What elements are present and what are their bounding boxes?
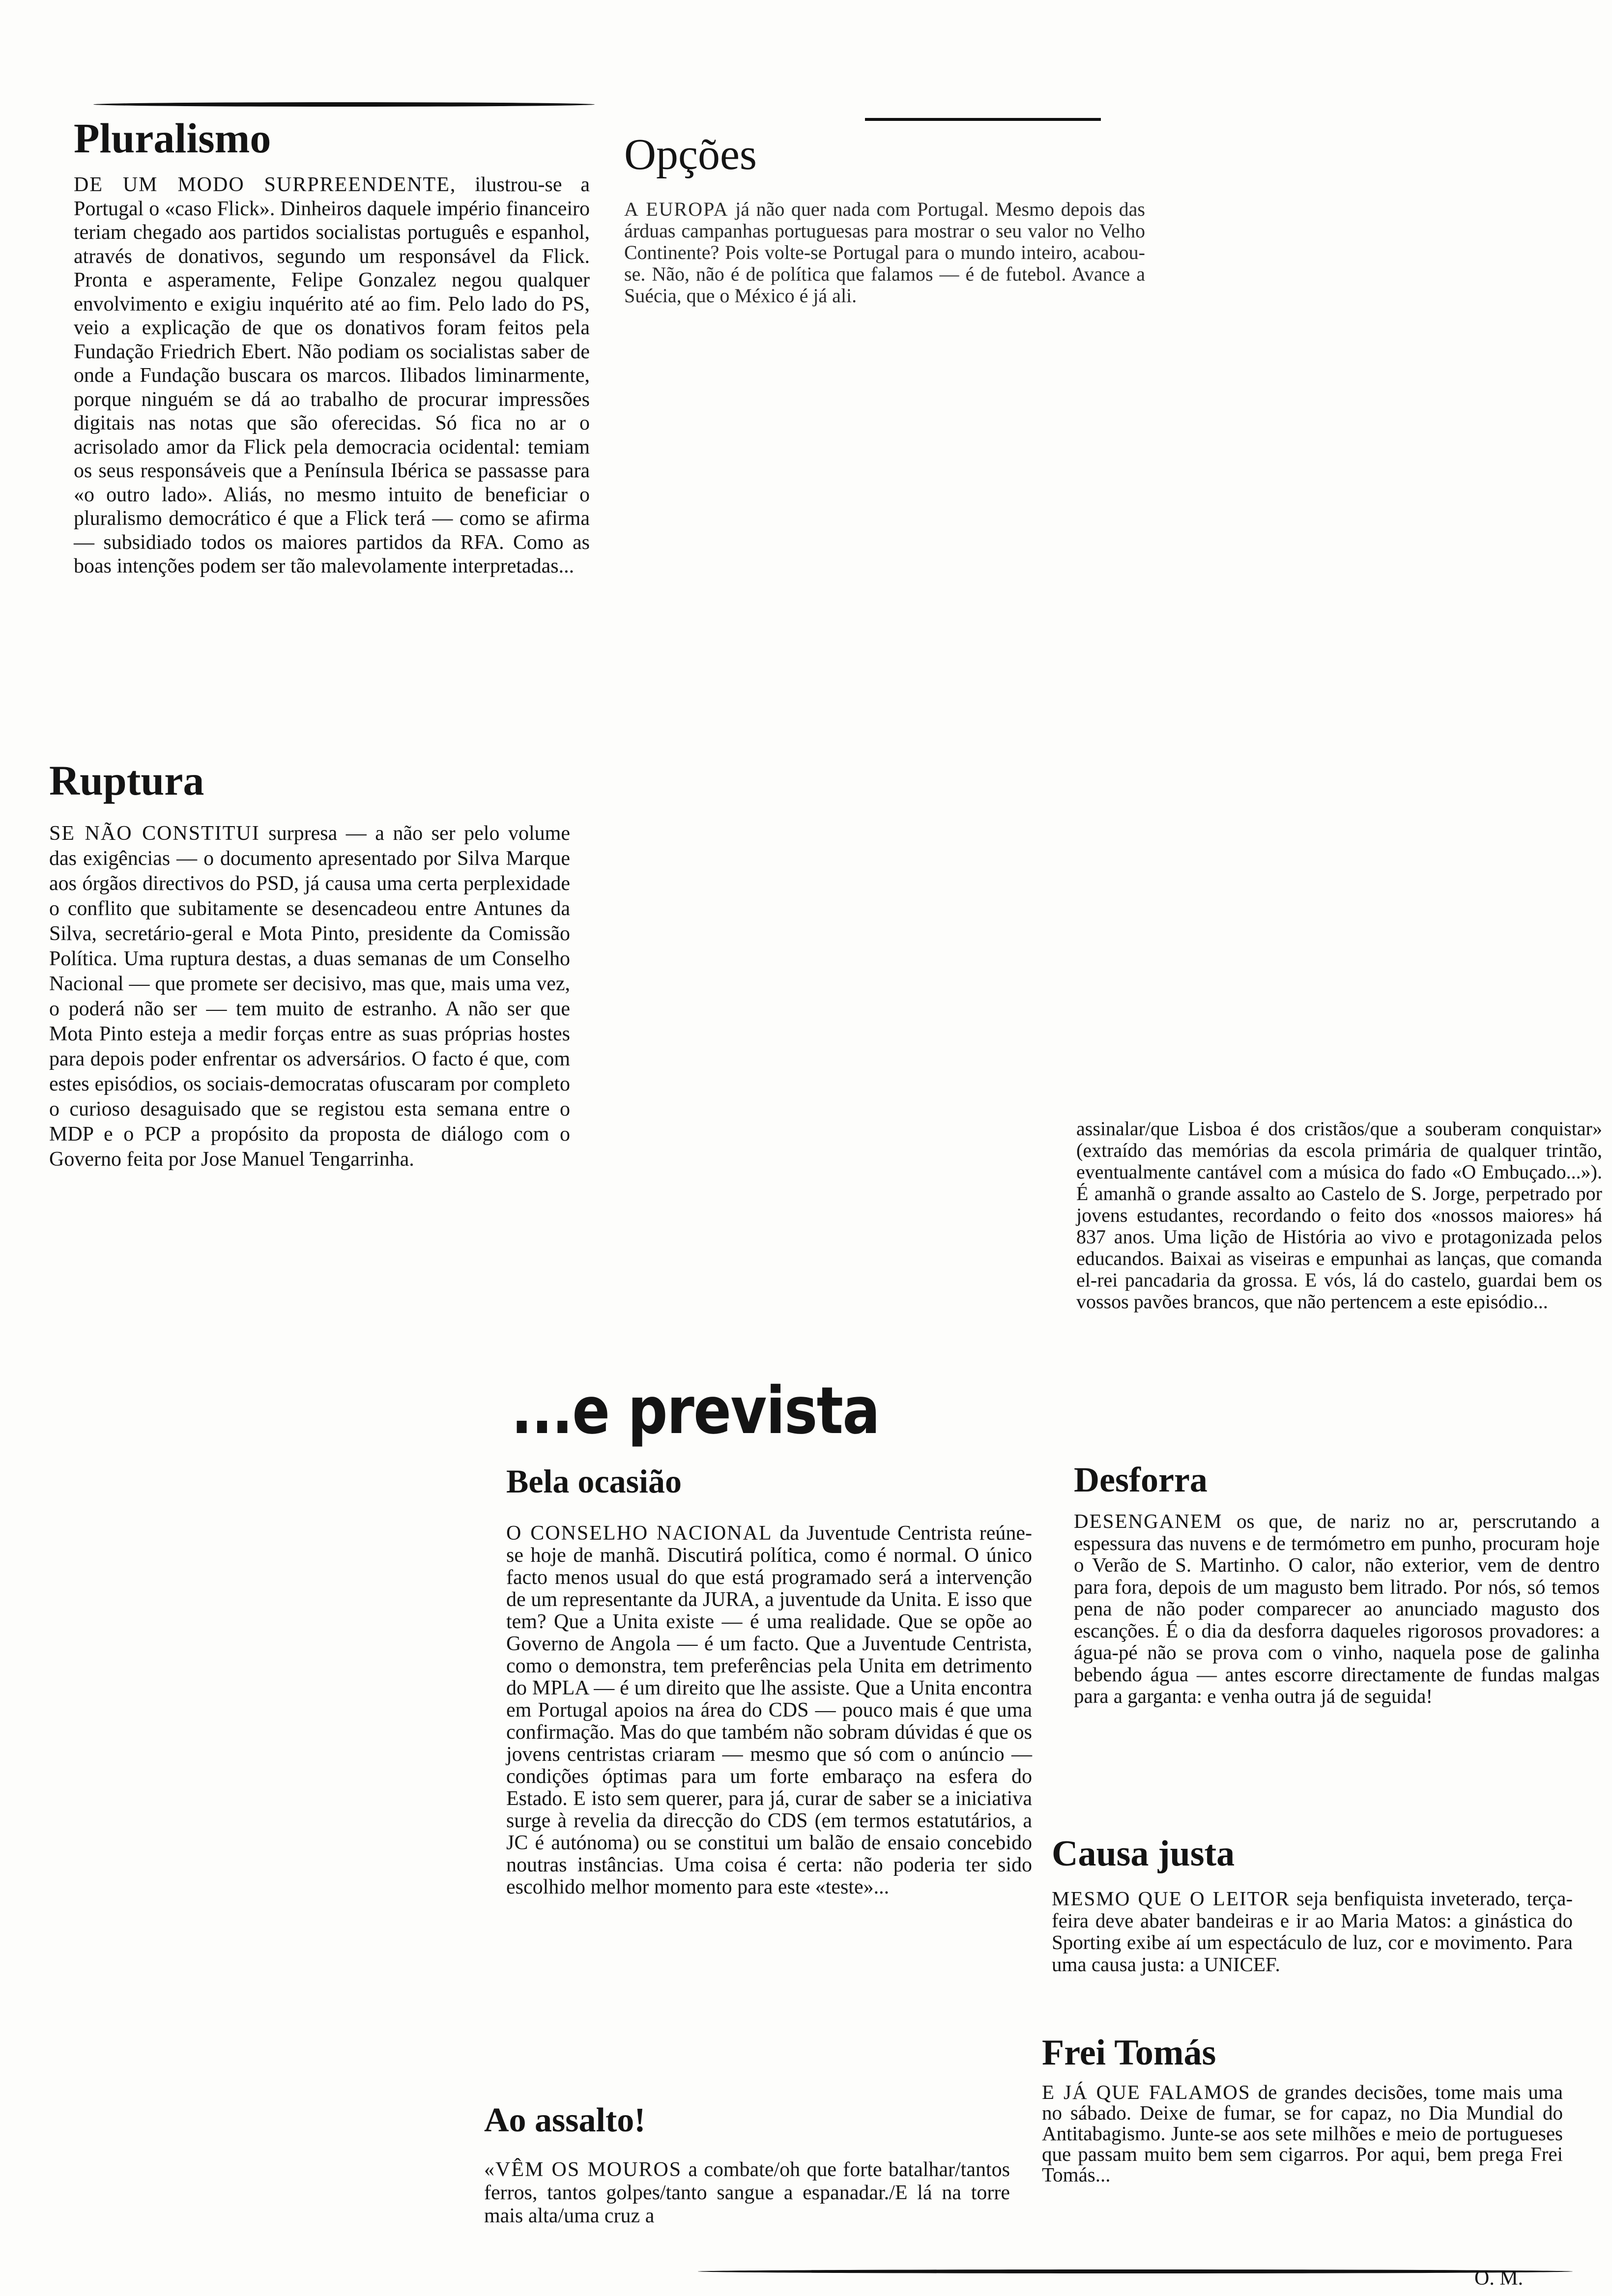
article-lead: MESMO QUE O LEITOR — [1052, 1887, 1290, 1910]
article-desforra — [1074, 1462, 1600, 1707]
article-body — [484, 2158, 1010, 2228]
article-bela-ocasiao — [506, 1464, 1032, 1898]
article-title: Opções — [624, 130, 757, 179]
article-ruptura — [49, 759, 570, 1172]
article-text: surpresa — a não ser pelo volume das exigências — o documento apresentado por Silva Marque aos órgãos directivos do PSD, já causa uma certa perplexidade o conflito que subitamente se desencadeou entre Antunes da Silva, secretário-geral e Mota Pinto, presidente da Comissão Política. Uma ruptura destas, a duas semanas de um Conselho Nacional — que promete ser decisivo, mas que, mais uma vez, o poderá não ser — tem muito de estranho. A não ser que Mota Pinto esteja a medir forças entre as suas próprias hostes para depois poder enfrentar os adversários. O facto é que, com estes episódios, os sociais-democratas ofuscaram por completo o curioso desaguisado que se registou esta semana entre o MDP e o PCP a propósito da proposta de diálogo com o Governo feita por Jose Manuel Tengarrinha. — [49, 822, 570, 1171]
article-title: Desforra — [1074, 1460, 1208, 1499]
article-title: Causa justa — [1052, 1834, 1235, 1874]
article-opcoes — [624, 130, 1145, 307]
article-text: a combate/oh que forte batalhar/tantos ferros, tantos golpes/tanto sangue a espanadar./E lá na torre mais alta/uma cruz a — [484, 2158, 1010, 2227]
article-text: os que, de nariz no ar, perscrutando a espessura das nuvens e de termómetro em punho, procuram hoje o Verão de S. Martinho. O calor, não exterior, vem de dentro para fora, depois de um magusto bem litrado. Por nós, só temos pena de não poder comparecer ao anunciado magusto dos escanções. É o dia da desforra daqueles rigorosos provadores: a água-pé não se prova com o vinho, naquela pose de galinha bebendo água — antes escorre directamente de fundas malgas para a garganta: e venha outra já de seguida! — [1074, 1510, 1600, 1707]
article-lead: DE UM MODO SURPREENDENTE, — [74, 173, 457, 196]
article-body — [1074, 1510, 1600, 1707]
article-body — [74, 173, 590, 578]
author-signature: O. M. — [1474, 2267, 1524, 2290]
article-title: Ao assalto! — [484, 2101, 646, 2139]
article-lead: E JÁ QUE FALAMOS — [1042, 2081, 1251, 2103]
article-pluralismo — [74, 117, 590, 578]
article-body — [506, 1522, 1032, 1898]
article-text: seja benfiquista inveterado, terça-feira deve abater bandeiras e ir ao Maria Matos: a ginástica do Sporting exibe aí um espectáculo de luz, cor e movimento. Para uma causa justa: a UNICEF. — [1052, 1887, 1573, 1976]
article-continuation — [1076, 1118, 1602, 1313]
article-text: de grandes decisões, tome mais uma no sábado. Deixe de fumar, se for capaz, no Dia Mundial do Antitabagismo. Junte-se aos sete milhões e meio de portugueses que passam muito bem sem cigarros. Por aqui, bem prega Frei Tomás... — [1042, 2081, 1563, 2186]
article-title: Frei Tomás — [1042, 2033, 1216, 2073]
article-body — [624, 199, 1145, 307]
top-rule-left — [93, 102, 595, 107]
article-lead: DESENGANEM — [1074, 1510, 1223, 1532]
article-frei-tomas — [1042, 2035, 1563, 2185]
article-title: Bela ocasião — [506, 1463, 682, 1500]
article-text: da Juventude Centrista reúne-se hoje de manhã. Discutirá política, como é normal. O único facto menos usual do que está programado será a intervenção de um representante da JURA, a juventude da Unita. E isso que tem? Que a Unita existe — é uma realidade. Que se opõe ao Governo de Angola — é um facto. Que a Juventude Centrista, como o demonstra, tem preferências pela Unita em detrimento do MPLA — é um direito que lhe assiste. Que a Unita encontra em Portugal apoios na área do CDS — pouco mais é que uma confirmação. Mas do que também não sobram dúvidas é que os jovens centristas criaram — mesmo que só com o anúncio — condições óptimas para um forte embaraço na esfera do Estado. E isto sem querer, para já, curar de saber se a iniciativa surge à revelia da direcção do CDS (em termos estatutários, a JC é autónoma) ou se constitui um balão de ensaio concebido noutras instâncias. Uma coisa é certa: não poderia ter sido escolhido melhor momento para este «teste»... — [506, 1522, 1032, 1898]
article-title: Ruptura — [49, 757, 204, 804]
article-title: Pluralismo — [74, 115, 271, 162]
article-ao-assalto — [484, 2103, 1010, 2228]
bottom-rule — [698, 2269, 1573, 2273]
section-masthead: ...e prevista — [511, 1373, 880, 1449]
article-lead: O CONSELHO NACIONAL — [506, 1522, 773, 1545]
article-causa-justa — [1052, 1836, 1573, 1975]
article-body: assinalar/que Lisboa é dos cristãos/que a souberam conquistar» (extraído das memórias da escola primária de qualquer trintão, eventualmente cantável com a música do fado «O Embuçado...»). É amanhã o grande assalto ao Castelo de S. Jorge, perpetrado por jovens estudantes, recordando o feito dos «nossos maiores» há 837 anos. Uma lição de História ao vivo e protagonizada pelos educandos. Baixai as viseiras e empunhai as lanças, que comanda el-rei pancadaria da grossa. E vós, lá do castelo, guardai bem os vossos pavões brancos, que não pertencem a este episódio... — [1076, 1118, 1602, 1313]
article-lead: «VÊM OS MOUROS — [484, 2158, 682, 2181]
article-text: já não quer nada com Portugal. Mesmo depois das árduas campanhas portuguesas para mostrar o seu valor no Velho Continente? Pois volte-se Portugal para o mundo inteiro, acabou-se. Não, não é de política que falamos — é de futebol. Avance a Suécia, que o México é já ali. — [624, 198, 1145, 307]
top-rule-right — [865, 118, 1101, 121]
article-body — [49, 821, 570, 1172]
article-lead: SE NÃO CONSTITUI — [49, 822, 260, 845]
article-lead: A EUROPA — [624, 198, 729, 220]
article-body — [1042, 2082, 1563, 2185]
article-body — [1052, 1888, 1573, 1975]
article-text: ilustrou-se a Portugal o «caso Flick». Dinheiros daquele império financeiro teriam chegado aos partidos socialistas português e espanhol, através de donativos, segundo um responsável da Flick. Pronta e asperamente, Felipe Gonzalez negou qualquer envolvimento e exigiu inquérito até ao fim. Pelo lado do PS, veio a explicação de que os donativos foram feitos pela Fundação Friedrich Ebert. Não podiam os socialistas saber de onde a Fundação buscara os marcos. Ilibados liminarmente, porque ninguém se dá ao trabalho de procurar impressões digitais nas notas que são oferecidas. Só fica no ar o acrisolado amor da Flick pela democracia ocidental: temiam os seus responsáveis que a Península Ibérica se passasse para «o outro lado». Aliás, no mesmo intuito de beneficiar o pluralismo democrático é que a Flick terá — como se afirma — subsidiado todos os maiores partidos da RFA. Como as boas intenções podem ser tão malevolamente interpretadas... — [74, 173, 590, 577]
